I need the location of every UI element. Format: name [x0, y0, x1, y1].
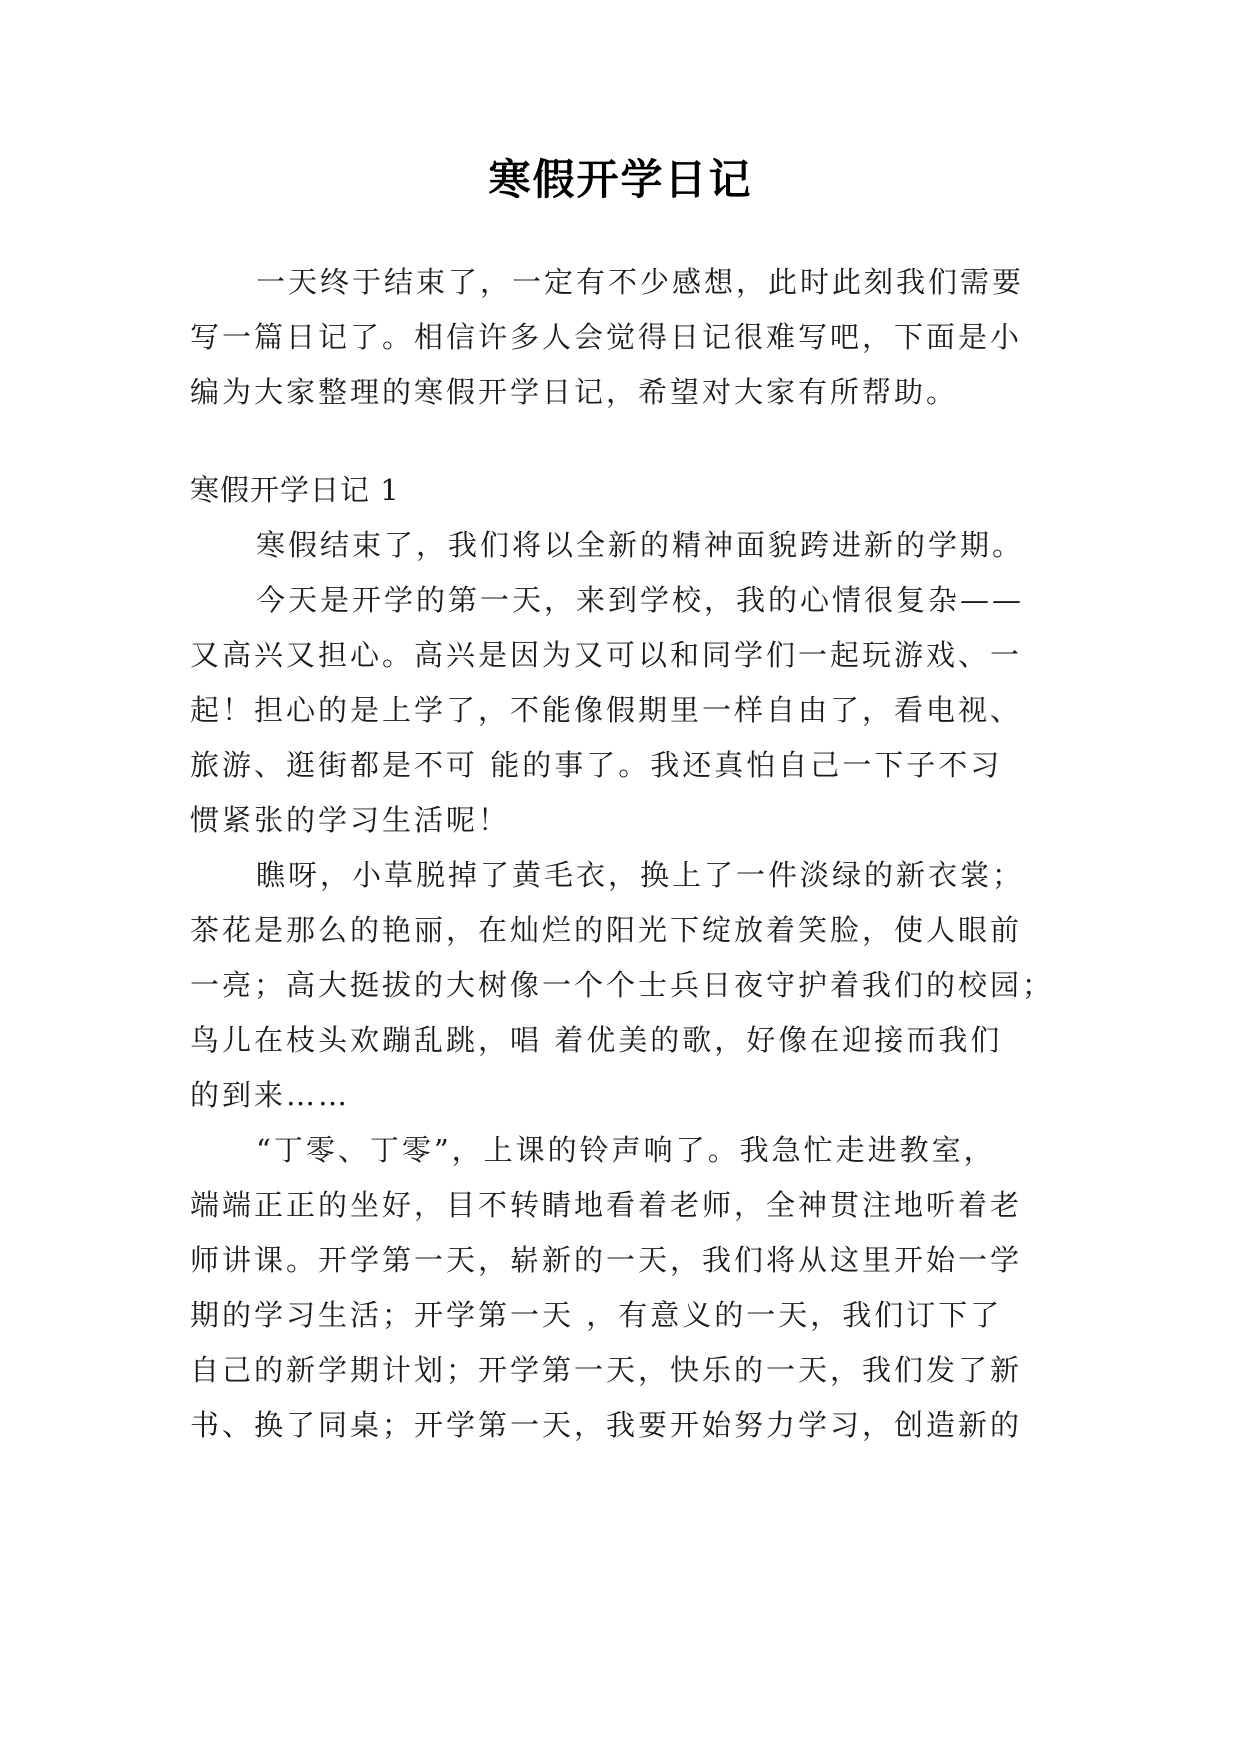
intro-line: 写一篇日记了。相信许多人会觉得日记很难写吧，下面是小: [190, 320, 1023, 354]
paragraph-line: 旅游、逛街都是不可 能的事了。我还真怕自己一下子不习: [190, 748, 1003, 782]
paragraph-line: 师讲课。开学第一天，崭新的一天，我们将从这里开始一学: [190, 1243, 1023, 1277]
paragraph-line: 自己的新学期计划；开学第一天，快乐的一天，我们发了新: [190, 1353, 1023, 1387]
paragraph-line: 的到来……: [190, 1078, 351, 1112]
paragraph-line: 惯紧张的学习生活呢！: [190, 803, 511, 837]
section-heading: 寒假开学日记 1: [190, 473, 400, 507]
intro-line: 一天终于结束了，一定有不少感想，此时此刻我们需要: [256, 265, 1025, 299]
paragraph-line: 端端正正的坐好，目不转睛地看着老师，全神贯注地听着老: [190, 1188, 1023, 1222]
paragraph-line: 瞧呀，小草脱掉了黄毛衣，换上了一件淡绿的新衣裳；: [256, 858, 1025, 892]
intro-line: 编为大家整理的寒假开学日记，希望对大家有所帮助。: [190, 375, 959, 409]
paragraph-line: 一亮；高大挺拔的大树像一个个士兵日夜守护着我们的校园；: [190, 968, 1055, 1002]
paragraph-line: 又高兴又担心。高兴是因为又可以和同学们一起玩游戏、一: [190, 638, 1023, 672]
paragraph-line: 书、换了同桌；开学第一天，我要开始努力学习，创造新的: [190, 1408, 1023, 1442]
paragraph-line: 期的学习生活；开学第一天 ，有意义的一天，我们订下了: [190, 1298, 1003, 1332]
paragraph-line: 寒假结束了，我们将以全新的精神面貌跨进新的学期。: [256, 528, 1025, 562]
paragraph-line: “丁零、丁零”，上课的铃声响了。我急忙走进教室，: [256, 1133, 996, 1167]
paragraph-line: 起！担心的是上学了，不能像假期里一样自由了，看电视、: [190, 693, 1023, 727]
document-title: 寒假开学日记: [488, 155, 753, 204]
paragraph-line: 茶花是那么的艳丽，在灿烂的阳光下绽放着笑脸，使人眼前: [190, 913, 1023, 947]
paragraph-line: 今天是开学的第一天，来到学校，我的心情很复杂——: [256, 583, 1025, 617]
paragraph-line: 鸟儿在枝头欢蹦乱跳，唱 着优美的歌，好像在迎接而我们: [190, 1023, 1003, 1057]
